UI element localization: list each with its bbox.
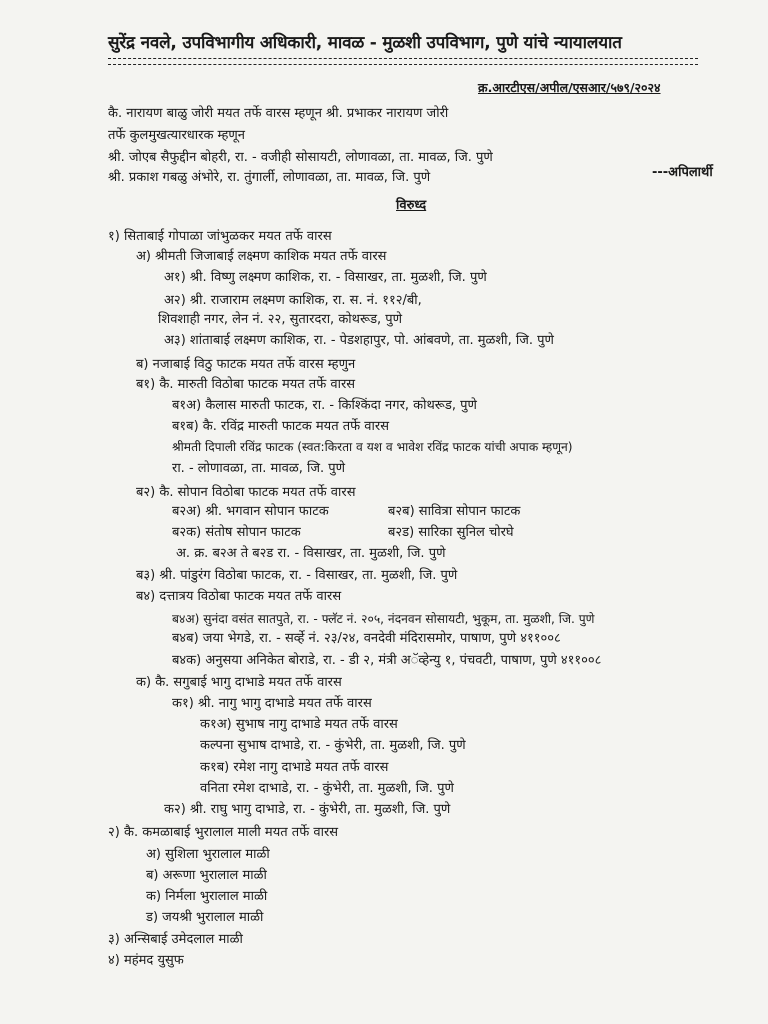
respondent-line: अ) सुशिला भुरालाल माळी — [146, 847, 270, 862]
appellant-line: तर्फे कुलमुखत्यारधारक म्हणून — [108, 128, 246, 143]
respondent-line: ब१ब) कै. रविंद्र मारुती फाटक मयत तर्फे वारस — [172, 419, 390, 434]
respondent-line: ब२) कै. सोपान विठोबा फाटक मयत तर्फे वारस — [136, 485, 356, 500]
respondent-line: २) कै. कमळाबाई भुरालाल माली मयत तर्फे वारस — [108, 825, 339, 840]
respondent-line: ब४क) अनुसया अनिकेत बोराडे, रा. - डी २, मंत्री अॅव्हेन्यु १, पंचवटी, पाषाण, पुणे ४११००८ — [172, 653, 602, 668]
respondent-line: क१) श्री. नागु भागु दाभाडे मयत तर्फे वारस — [172, 696, 372, 711]
respondent-line: अ१) श्री. विष्णु लक्ष्मण काशिक, रा. - विसाखर, ता. मुळशी, जि. पुणे — [164, 270, 487, 285]
respondent-line: ब४) दत्तात्रय विठोबा फाटक मयत तर्फे वारस — [136, 589, 342, 604]
respondent-line: ब४ब) जया भेगडे, रा. - सर्व्हे नं. २३/२४, वनदेवी मंदिरासमोर, पाषाण, पुणे ४११००८ — [172, 631, 561, 646]
respondent-line: ब२ड) सारिका सुनिल चोरघे — [388, 525, 514, 540]
respondent-line: श्रीमती दिपाली रविंद्र फाटक (स्वत:किरता व यश व भावेश रविंद्र फाटक यांची अपाक म्हणून) — [172, 440, 573, 454]
court-title: सुरेंद्र नवले, उपविभागीय अधिकारी, मावळ - मुळशी उपविभाग, पुणे यांचे न्यायालयात — [108, 33, 622, 53]
respondent-line: क१ब) रमेश नागु दाभाडे मयत तर्फे वारस — [200, 760, 389, 775]
respondent-line: वनिता रमेश दाभाडे, रा. - कुंभेरी, ता. मुळशी, जि. पुणे — [200, 781, 454, 796]
respondent-line: अ३) शांताबाई लक्ष्मण काशिक, रा. - पेडशहापुर, पो. आंबवणे, ता. मुळशी, जि. पुणे — [164, 333, 554, 348]
respondent-line: ब२क) संतोष सोपान फाटक — [172, 525, 301, 540]
respondent-line: ब३) श्री. पांडुरंग विठोबा फाटक, रा. - विसाखर, ता. मुळशी, जि. पुणे — [136, 568, 458, 583]
title-rule-bottom — [108, 64, 698, 65]
respondent-line: ४) महंमद युसुफ — [108, 953, 184, 968]
respondent-line: अ२) श्री. राजाराम लक्ष्मण काशिक, रा. स. नं. ११२/बी, — [164, 293, 422, 308]
respondent-line: ब२अ) श्री. भगवान सोपान फाटक — [172, 504, 329, 519]
versus-heading: विरुध्द — [396, 198, 427, 213]
respondent-line: क) कै. सगुबाई भागु दाभाडे मयत तर्फे वारस — [136, 675, 342, 690]
respondent-line: क) निर्मला भुरालाल माळी — [146, 889, 268, 904]
respondent-line: ब२ब) सावित्रा सोपान फाटक — [388, 504, 521, 519]
respondent-line: क२) श्री. राघु भागु दाभाडे, रा. - कुंभेरी, ता. मुळशी, जि. पुणे — [164, 802, 451, 817]
respondent-line: ब१अ) कैलास मारुती फाटक, रा. - किश्किंदा नगर, कोथरूड, पुणे — [172, 398, 477, 413]
respondent-line: ब१) कै. मारुती विठोबा फाटक मयत तर्फे वारस — [136, 377, 356, 392]
respondent-line: ब) अरूणा भुरालाल माळी — [146, 868, 267, 883]
appellant-line: कै. नारायण बाळु जोरी मयत तर्फे वारस म्हणून श्री. प्रभाकर नारायण जोरी — [108, 106, 449, 121]
respondent-line: अ. क्र. ब२अ ते ब२ड रा. - विसाखर, ता. मुळशी, जि. पुणे — [176, 546, 446, 561]
respondent-line: क१अ) सुभाष नागु दाभाडे मयत तर्फे वारस — [200, 717, 398, 732]
respondent-line: ब) नजाबाई विठु फाटक मयत तर्फे वारस म्हणुन — [136, 357, 356, 372]
appellant-role: ---अपिलार्थी — [652, 165, 713, 180]
respondent-line: रा. - लोणावळा, ता. मावळ, जि. पुणे — [172, 461, 346, 476]
appellant-line: श्री. प्रकाश गबळु अंभोरे, रा. तुंगार्ली, लोणावळा, ता. मावळ, जि. पुणे — [108, 170, 431, 185]
respondent-line: ड) जयश्री भुरालाल माळी — [146, 910, 264, 925]
respondent-line: १) सिताबाई गोपाळा जांभुळकर मयत तर्फे वारस — [108, 229, 332, 244]
respondent-line: कल्पना सुभाष दाभाडे, रा. - कुंभेरी, ता. मुळशी, जि. पुणे — [200, 738, 466, 753]
respondent-line: शिवशाही नगर, लेन नं. २२, सुतारदरा, कोथरूड, पुणे — [158, 312, 403, 327]
case-number: क्र.आरटीएस/अपील/एसआर/५७९/२०२४ — [478, 80, 661, 95]
respondent-line: ब४अ) सुनंदा वसंत सातपुते, रा. - फ्लॅट नं. २०५, नंदनवन सोसायटी, भुकूम, ता. मुळशी, जि. पुणे — [172, 612, 595, 626]
title-rule-top — [108, 58, 698, 59]
respondent-line: ३) अन्सिबाई उमेदलाल माळी — [108, 932, 243, 947]
respondent-line: अ) श्रीमती जिजाबाई लक्ष्मण काशिक मयत तर्फे वारस — [136, 249, 387, 264]
appellant-line: श्री. जोएब सैफुद्दीन बोहरी, रा. - वजीही सोसायटी, लोणावळा, ता. मावळ, जि. पुणे — [108, 150, 493, 165]
